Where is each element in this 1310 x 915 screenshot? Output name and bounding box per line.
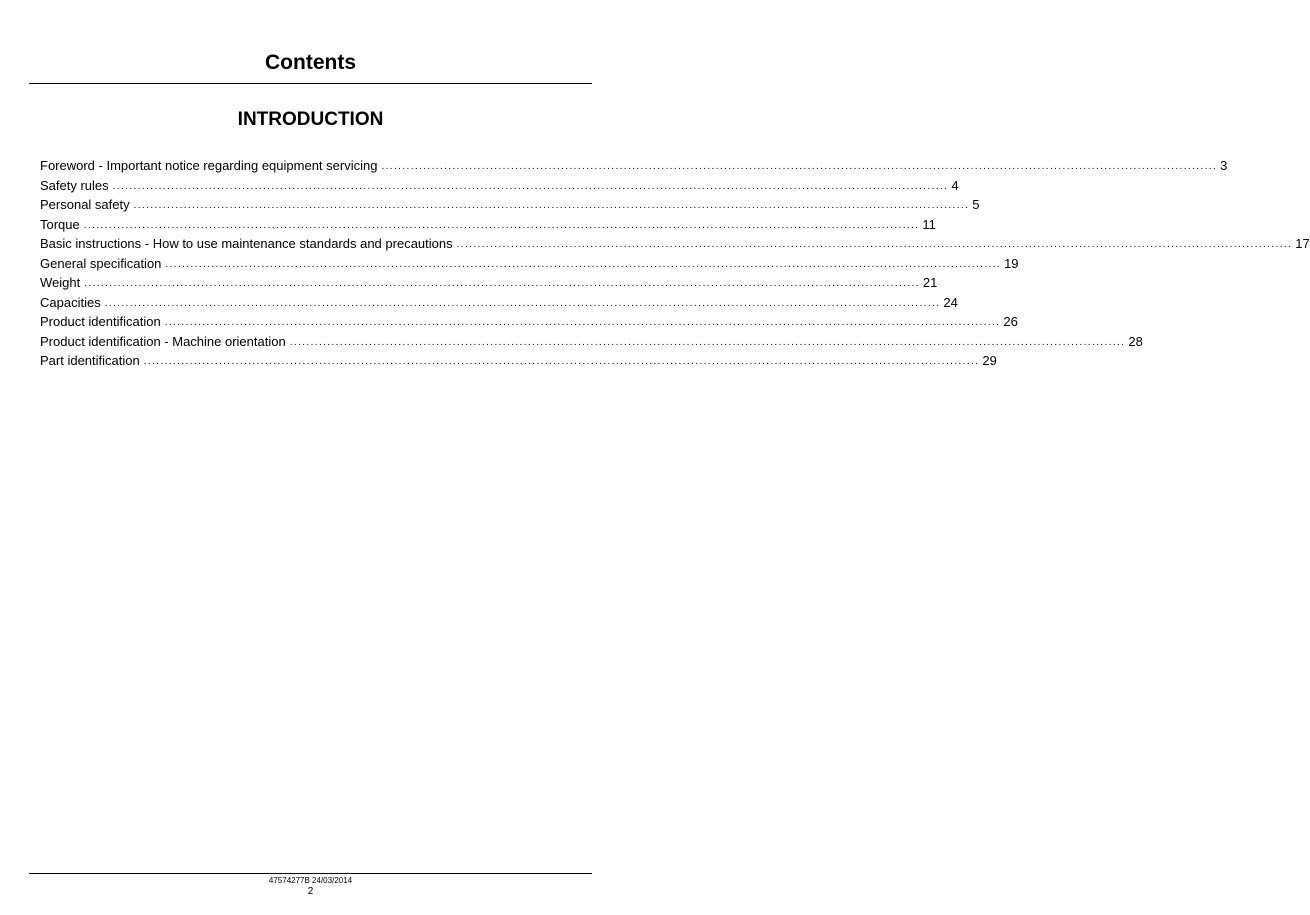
toc-entry[interactable] [40,234,1310,254]
toc-entry-page: 5 [972,197,980,212]
toc-entry-page: 28 [1128,333,1143,349]
toc-entry-title: Basic instructions - How to use maintenance standards and precautions [40,236,453,251]
page-title: Contents [265,51,356,74]
dot-leader: ........................................................................................................................................................................................................ [143,356,980,367]
toc-entry[interactable] [40,332,1143,352]
toc-entry-title: Part identification [40,353,140,368]
table-of-contents [40,156,1310,371]
dot-leader: ........................................................................................................................................................................................................ [381,161,1218,172]
toc-entry-title: Foreword - Important notice regarding equipment servicing [40,158,378,173]
dot-leader: ........................................................................................................................................................................................................ [133,200,970,211]
toc-entry[interactable] [40,176,959,196]
toc-entry[interactable] [40,156,1228,176]
toc-entry-page: 4 [951,177,959,193]
toc-entry-page: 17 [1295,236,1310,251]
toc-entry-title: Safety rules [40,177,109,193]
footer-divider [29,873,592,874]
toc-entry[interactable] [40,351,997,371]
dot-leader: ........................................................................................................................................................................................................ [456,239,1293,250]
dot-leader: ........................................................................................................................................................................................................ [289,336,1126,348]
document-reference: 47574277B 24/03/2014 [268,876,353,885]
toc-entry-title: Product identification - Machine orientation [40,333,286,349]
toc-entry[interactable] [40,312,1018,332]
toc-entry-page: 11 [922,216,936,232]
section-title: INTRODUCTION [237,109,384,130]
toc-entry[interactable] [40,273,938,293]
toc-entry[interactable] [40,215,936,235]
toc-entry[interactable] [40,293,958,313]
dot-leader: ........................................................................................................................................................................................................ [165,258,1002,270]
toc-entry[interactable] [40,195,980,215]
toc-entry-page: 3 [1220,158,1228,173]
toc-entry-title: Personal safety [40,197,130,212]
dot-leader: ........................................................................................................................................................................................................ [84,278,920,289]
dot-leader: ........................................................................................................................................................................................................ [112,180,949,192]
toc-entry-page: 29 [982,353,997,368]
toc-entry-title: Capacities [40,294,101,310]
toc-entry-page: 19 [1004,255,1019,271]
header-divider [29,83,592,84]
dot-leader: ........................................................................................................................................................................................................ [164,317,1001,328]
toc-entry-title: Weight [40,275,81,290]
toc-entry-title: Product identification [40,314,161,329]
toc-entry-page: 26 [1003,314,1018,329]
toc-entry-title: Torque [40,216,80,232]
page-number: 2 [307,886,314,897]
toc-entry[interactable] [40,254,1019,274]
dot-leader: ........................................................................................................................................................................................................ [83,219,920,231]
dot-leader: ........................................................................................................................................................................................................ [104,297,941,309]
toc-entry-title: General specification [40,255,162,271]
toc-entry-page: 21 [922,275,938,290]
toc-entry-page: 24 [943,294,958,310]
